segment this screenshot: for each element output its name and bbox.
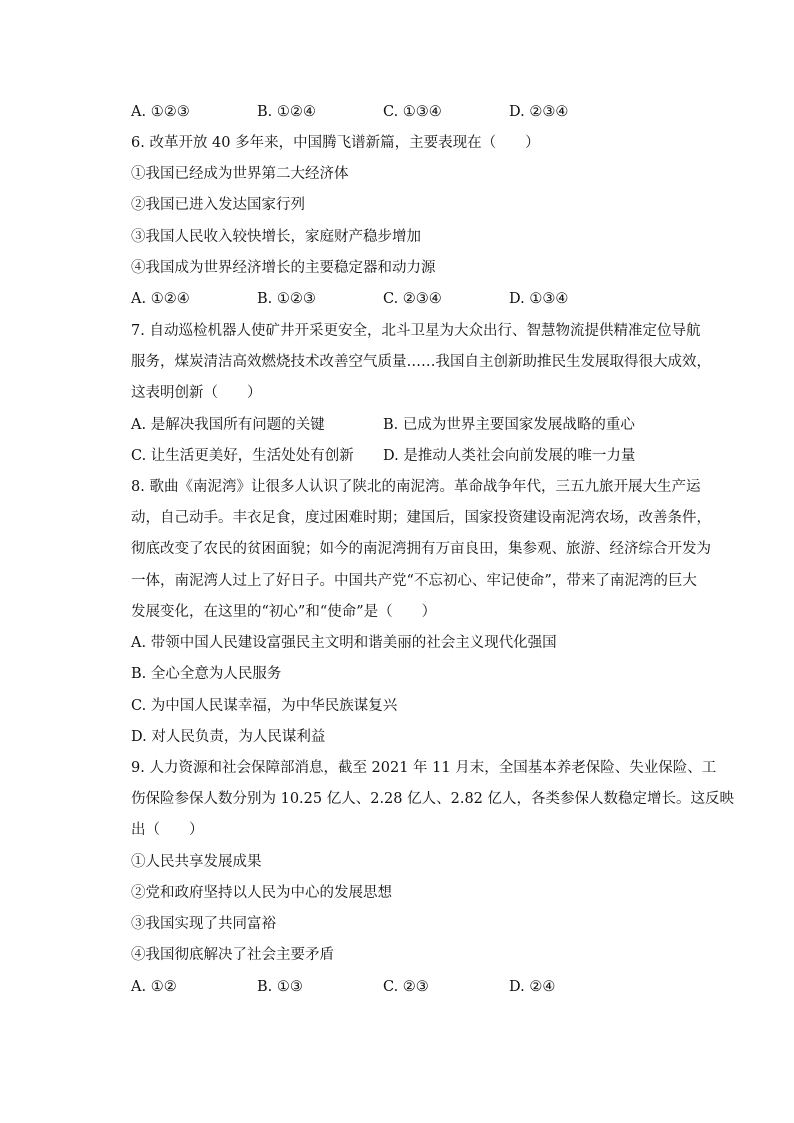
q5-option-b[interactable]: B. ①②④ bbox=[257, 104, 316, 120]
q9-option-b[interactable]: B. ①③ bbox=[257, 979, 303, 995]
q9-stem-line-2: 伤保险参保人数分别为 10.25 亿人、2.28 亿人、2.82 亿人，各类参保人数稳定增长。这反映 bbox=[131, 791, 735, 807]
q6-option-c[interactable]: C. ②③④ bbox=[383, 291, 442, 307]
q8-option-c[interactable]: C. 为中国人民谋幸福，为中华民族谋复兴 bbox=[131, 698, 398, 714]
q9-stem-line-3: 出（ ） bbox=[131, 822, 204, 838]
q7-option-c[interactable]: C. 让生活更美好，生活处处有创新 bbox=[131, 448, 354, 464]
q6-option-b[interactable]: B. ①②③ bbox=[257, 291, 316, 307]
q8-stem-line-1: 8. 歌曲《南泥湾》让很多人认识了陕北的南泥湾。革命战争年代，三五九旅开展大生产运 bbox=[131, 479, 701, 495]
q8-option-a[interactable]: A. 带领中国人民建设富强民主文明和谐美丽的社会主义现代化强国 bbox=[131, 635, 557, 651]
q7-option-d[interactable]: D. 是推动人类社会向前发展的唯一力量 bbox=[383, 448, 636, 464]
q7-stem-line-3: 这表明创新（ ） bbox=[131, 385, 262, 401]
q6-item-3: ③我国人民收入较快增长，家庭财产稳步增加 bbox=[131, 229, 421, 245]
q9-option-d[interactable]: D. ②④ bbox=[509, 979, 556, 995]
q8-stem-line-4: 一体，南泥湾人过上了好日子。中国共产党“不忘初心、牢记使命”，带来了南泥湾的巨大 bbox=[131, 573, 697, 589]
q8-stem-line-3: 彻底改变了农民的贫困面貌；如今的南泥湾拥有万亩良田，集参观、旅游、经济综合开发为 bbox=[131, 541, 711, 557]
q6-option-a[interactable]: A. ①②④ bbox=[131, 291, 190, 307]
q7-stem-line-2: 服务，煤炭清洁高效燃烧技术改善空气质量……我国自主创新助推民生发展取得很大成效， bbox=[131, 354, 711, 370]
q8-option-d[interactable]: D. 对人民负责，为人民谋利益 bbox=[131, 729, 326, 745]
q8-option-b[interactable]: B. 全心全意为人民服务 bbox=[131, 666, 282, 682]
q6-option-d[interactable]: D. ①③④ bbox=[509, 291, 569, 307]
q6-item-1: ①我国已经成为世界第二大经济体 bbox=[131, 166, 349, 182]
q6-item-2: ②我国已进入发达国家行列 bbox=[131, 197, 305, 213]
q9-stem-line-1: 9. 人力资源和社会保障部消息，截至 2021 年 11 月末，全国基本养老保险、失业保险、工 bbox=[131, 760, 717, 776]
q9-item-1: ①人民共享发展成果 bbox=[131, 854, 262, 870]
q7-stem-line-1: 7. 自动巡检机器人使矿井开采更安全，北斗卫星为大众出行、智慧物流提供精准定位导航 bbox=[131, 323, 701, 339]
q8-stem-line-2: 动，自己动手。丰衣足食，度过困难时期；建国后，国家投资建设南泥湾农场，改善条件， bbox=[131, 510, 711, 526]
q9-item-2: ②党和政府坚持以人民为中心的发展思想 bbox=[131, 885, 392, 901]
q6-item-4: ④我国成为世界经济增长的主要稳定器和动力源 bbox=[131, 260, 436, 276]
q6-stem: 6. 改革开放 40 多年来，中国腾飞谱新篇，主要表现在（ ） bbox=[131, 135, 540, 151]
q9-item-3: ③我国实现了共同富裕 bbox=[131, 916, 276, 932]
q5-option-a[interactable]: A. ①②③ bbox=[131, 104, 190, 120]
q7-option-a[interactable]: A. 是解决我国所有问题的关键 bbox=[131, 417, 325, 433]
q5-option-c[interactable]: C. ①③④ bbox=[383, 104, 442, 120]
q5-option-d[interactable]: D. ②③④ bbox=[509, 104, 569, 120]
q9-option-c[interactable]: C. ②③ bbox=[383, 979, 429, 995]
q8-stem-line-5: 发展变化，在这里的“初心”和“使命”是（ ） bbox=[131, 604, 437, 620]
q9-option-a[interactable]: A. ①② bbox=[131, 979, 177, 995]
q7-option-b[interactable]: B. 已成为世界主要国家发展战略的重心 bbox=[383, 417, 635, 433]
q9-item-4: ④我国彻底解决了社会主要矛盾 bbox=[131, 947, 334, 963]
